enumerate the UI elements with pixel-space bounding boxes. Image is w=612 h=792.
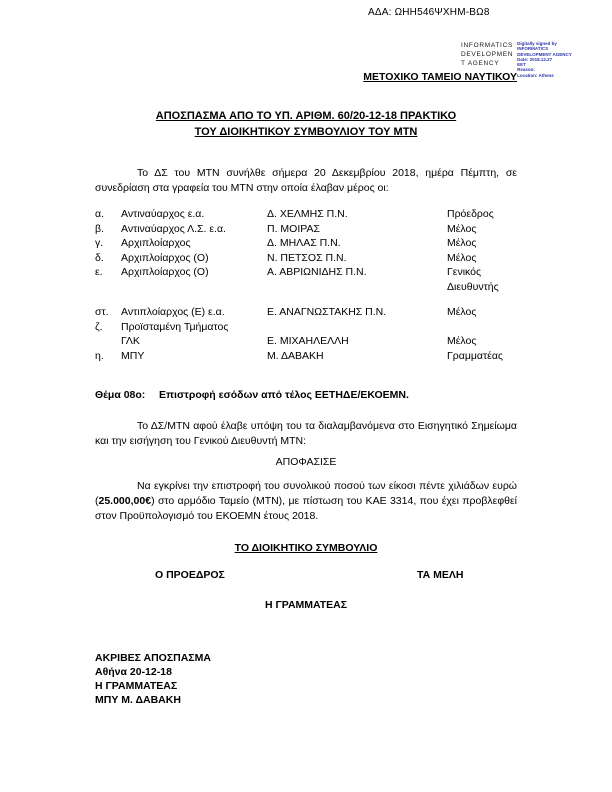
attendee-row [95,320,517,335]
attendee-rank: ΓΛΚ [121,335,140,347]
attendee-name: Π. ΜΟΙΡΑΣ [267,222,320,235]
decision-text-after: ) στο αρμόδιο Ταμείο (ΜΤΝ), με πίστωση του ΚΑΕ 3314, που έχει προβλεφθεί στον Προϋπολογισμό του ΕΚΟΕΜΝ έτους 2018. [95,495,517,522]
attendee-index: α. [95,208,104,220]
attendee-name [267,320,447,335]
certification-line3: Η ΓΡΑΜΜΑΤΕΑΣ [95,680,178,692]
stamp-signature-line: EET [517,62,526,68]
attendee-name: Ε. ΜΙΧΑΗΛΕΛΛΗ [267,335,349,347]
stamp-agency-line: DEVELOPMEN [461,51,514,58]
attendee-index: γ. [95,237,104,249]
attendee-row [95,349,517,364]
signature-row [95,568,517,584]
attendee-name: Ε. ΑΝΑΓΝΩΣΤΑΚΗΣ Π.Ν. [267,306,387,318]
attendee-role: Μέλος [447,251,477,264]
attendee-role: Γραμματέας [447,349,503,362]
board-heading: ΤΟ ΔΙΟΙΚΗΤΙΚΟ ΣΥΜΒΟΥΛΙΟ [234,542,378,554]
attendee-rank: Αντιπλοίαρχος (Ε) ε.α. [121,306,225,318]
attendee-index: η. [95,349,104,362]
attendee-rank: ΜΠΥ [121,349,145,362]
attendee-name: Α. ΑΒΡΙΩΝΙΔΗΣ Π.Ν. [267,266,367,278]
attendee-name: Μ. ΔΑΒΑΚΗ [267,349,324,362]
stamp-agency-line: T AGENCY [461,60,500,67]
attendee-row [95,265,517,294]
decision-amount: 25.000,00€ [98,495,152,507]
attendee-role [447,320,517,335]
attendee-index [95,334,121,349]
attendees-table-group1 [95,207,517,294]
attendee-role: Μέλος [447,237,477,249]
attendee-rank: Προϊσταμένη Τμήματος [121,320,229,333]
attendee-name: Δ. ΜΗΛΑΣ Π.Ν. [267,237,341,249]
attendee-row [95,305,517,320]
attendee-role: Μέλος [447,306,477,318]
certification-line1: ΑΚΡΙΒΕΣ ΑΠΟΣΠΑΣΜΑ [95,652,211,664]
stamp-signature-line: Location: Athens [517,72,554,78]
attendee-index: στ. [95,306,109,318]
attendee-row [95,207,517,222]
attendee-rank: Αντιναύαρχος Λ.Σ. ε.α. [121,222,226,235]
document-title-line1: ΑΠΟΣΠΑΣΜΑ ΑΠΟ ΤΟ ΥΠ. ΑΡΙΘΜ. 60/20-12-18 ΠΡΑΚΤΙΚΟ [155,110,457,122]
certification-line4: ΜΠΥ Μ. ΔΑΒΑΚΗ [95,694,181,706]
attendee-name: Δ. ΧΕΛΜΗΣ Π.Ν. [267,208,348,220]
stamp-signature-line: Reason: [517,67,535,73]
attendee-index: ε. [95,266,103,278]
considering-paragraph: Το ΔΣ/ΜΤΝ αφού έλαβε υπόψη του τα διαλαμβανόμενα στο Εισηγητικό Σημείωμα και την εισήγηση του Γενικού Διευθυντή ΜΤΝ: [95,420,517,447]
document-title [0,108,612,140]
attendee-row [95,222,517,237]
attendee-role: Γενικός Διευθυντής [447,266,499,293]
certification-block [95,651,211,707]
attendee-row [95,334,517,349]
decision-text-before: Να εγκρίνει την επιστροφή του συνολικού ποσού των είκοσι πέντε χιλιάδων ευρώ ( [95,480,517,507]
intro-paragraph: Το ΔΣ του ΜΤΝ συνήλθε σήμερα 20 Δεκεμβρίου 2018, ημέρα Πέμπτη, σε συνεδρίαση στα γραφεία του ΜΤΝ στην οποία έλαβαν μέρος οι: [95,167,517,194]
stamp-signature-line: DEVELOPMENT AGENCY [517,51,572,57]
organization-title: ΜΕΤΟΧΙΚΟ ΤΑΜΕΙΟ ΝΑΥΤΙΚΟΥ [363,71,517,83]
topic-line [95,388,517,403]
attendee-row [95,251,517,266]
ada-number: ΑΔΑ: ΩΗΗ546ΨΧΗΜ-ΒΩ8 [368,7,490,18]
stamp-signature-details [517,41,572,78]
attendees-table [95,207,517,294]
stamp-signature-line: Digitally signed by [517,41,557,46]
attendee-index: ζ. [95,320,103,333]
attendee-role: Μέλος [447,222,477,235]
certification-line2: Αθήνα 20-12-18 [95,666,172,678]
decision-heading: ΑΠΟΦΑΣΙΣΕ [275,456,337,468]
attendee-row [95,236,517,251]
attendee-rank: Αρχιπλοίαρχος (Ο) [121,251,209,264]
attendee-rank: Αντιναύαρχος ε.α. [121,208,205,220]
attendee-rank: Αρχιπλοίαρχος [121,237,191,249]
attendee-role: Μέλος [447,335,477,347]
topic-label: Θέμα 08ο: [95,389,146,401]
attendees-table [95,305,517,363]
attendee-role: Πρόεδρος [447,208,494,220]
president-label: Ο ΠΡΟΕΔΡΟΣ [155,569,225,581]
topic-text: Επιστροφή εσόδων από τέλος ΕΕΤΗΔΕ/ΕΚΟΕΜΝ. [159,389,409,401]
attendee-rank: Αρχιπλοίαρχος (Ο) [121,266,209,278]
attendee-index: β. [95,222,104,235]
attendees-table-group2 [95,305,517,363]
attendee-index: δ. [95,251,104,264]
members-label: ΤΑ ΜΕΛΗ [417,569,464,581]
document-title-line2: ΤΟΥ ΔΙΟΙΚΗΤΙΚΟΥ ΣΥΜΒΟΥΛΙΟΥ ΤΟΥ ΜΤΝ [194,126,418,138]
secretary-label: Η ΓΡΑΜΜΑΤΕΑΣ [264,599,348,611]
attendee-name: Ν. ΠΕΤΣΟΣ Π.Ν. [267,251,347,264]
stamp-signature-line: Date: 2018.12.27 [517,56,553,62]
stamp-agency-line: INFORMATICS [461,42,513,49]
decision-paragraph [95,479,517,524]
stamp-signature-line: INFORMATICS [517,46,549,52]
